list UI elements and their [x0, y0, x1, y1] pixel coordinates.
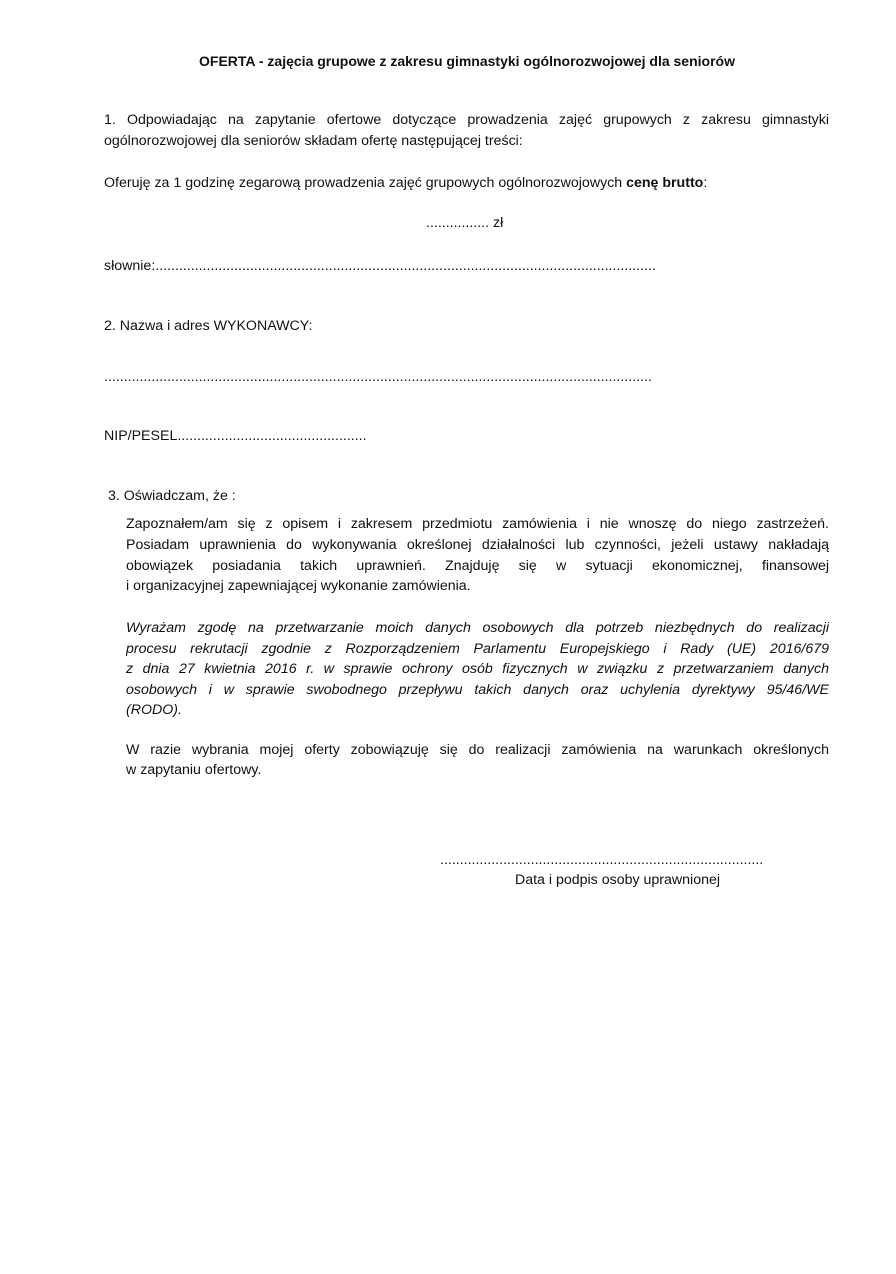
offer-colon: : [703, 175, 708, 191]
section1-line2: ogólnorozwojowej dla seniorów składam ofertę następującej treści: [104, 133, 523, 149]
section3-label: 3. Oświadczam, że : [108, 488, 236, 504]
offer-line [104, 173, 707, 193]
price-field: ................ zł [426, 215, 504, 231]
offer-bold: cenę brutto [626, 175, 704, 191]
section2-label: 2. Nazwa i adres WYKONAWCY: [104, 318, 313, 334]
signature-dots: .................................................................................. [440, 852, 764, 868]
offer-text: Oferuję za 1 godzinę zegarową prowadzenia zajęć grupowych ogólnorozwojowych [104, 175, 627, 191]
para2-line2: procesu rekrutacji zgodnie z Rozporządzeniem Parlamentu Europejskiego i Rady (UE) 2016/679 [126, 641, 829, 657]
para2-line1: Wyrażam zgodę na przetwarzanie moich danych osobowych dla potrzeb niezbędnych do realizacji [126, 620, 829, 636]
para2-line5: (RODO). [126, 702, 182, 718]
para3-line2: w zapytaniu ofertowy. [126, 762, 262, 778]
para3-line1: W razie wybrania mojej oferty zobowiązuję się do realizacji zamówienia na warunkach określonych [126, 742, 829, 758]
section1-line1: 1. Odpowiadając na zapytanie ofertowe dotyczące prowadzenia zajęć grupowych z zakresu gimnastyki [104, 112, 829, 128]
contractor-name-field: ........................................................................................................................................... [104, 369, 652, 385]
para1-line3: obowiązek posiadania takich uprawnień. Znajduję się w sytuacji ekonomicznej, finansowej [126, 558, 829, 574]
words-field: słownie:............................................................................................................................... [104, 258, 656, 274]
para1-line1: Zapoznałem/am się z opisem i zakresem przedmiotu zamówienia i nie wnoszę do niego zastrzeżeń. [126, 516, 829, 532]
document-title: OFERTA - zajęcia grupowe z zakresu gimnastyki ogólnorozwojowej dla seniorów [199, 53, 735, 69]
para2-line4: osobowych i w sprawie swobodnego przepływu takich danych oraz uchylenia dyrektywy 95/46/WE [126, 682, 829, 698]
para2-line3: z dnia 27 kwietnia 2016 r. w sprawie ochrony osób fizycznych w związku z przetwarzaniem danych [126, 661, 829, 677]
para1-line4: i organizacyjnej zapewniającej wykonanie zamówienia. [126, 578, 471, 594]
nip-pesel-field: NIP/PESEL................................................ [104, 428, 367, 444]
para1-line2: Posiadam uprawnienia do wykonywania określonej działalności lub czynności, jeżeli ustawy nakładają [126, 537, 829, 553]
signature-label: Data i podpis osoby uprawnionej [514, 872, 721, 888]
